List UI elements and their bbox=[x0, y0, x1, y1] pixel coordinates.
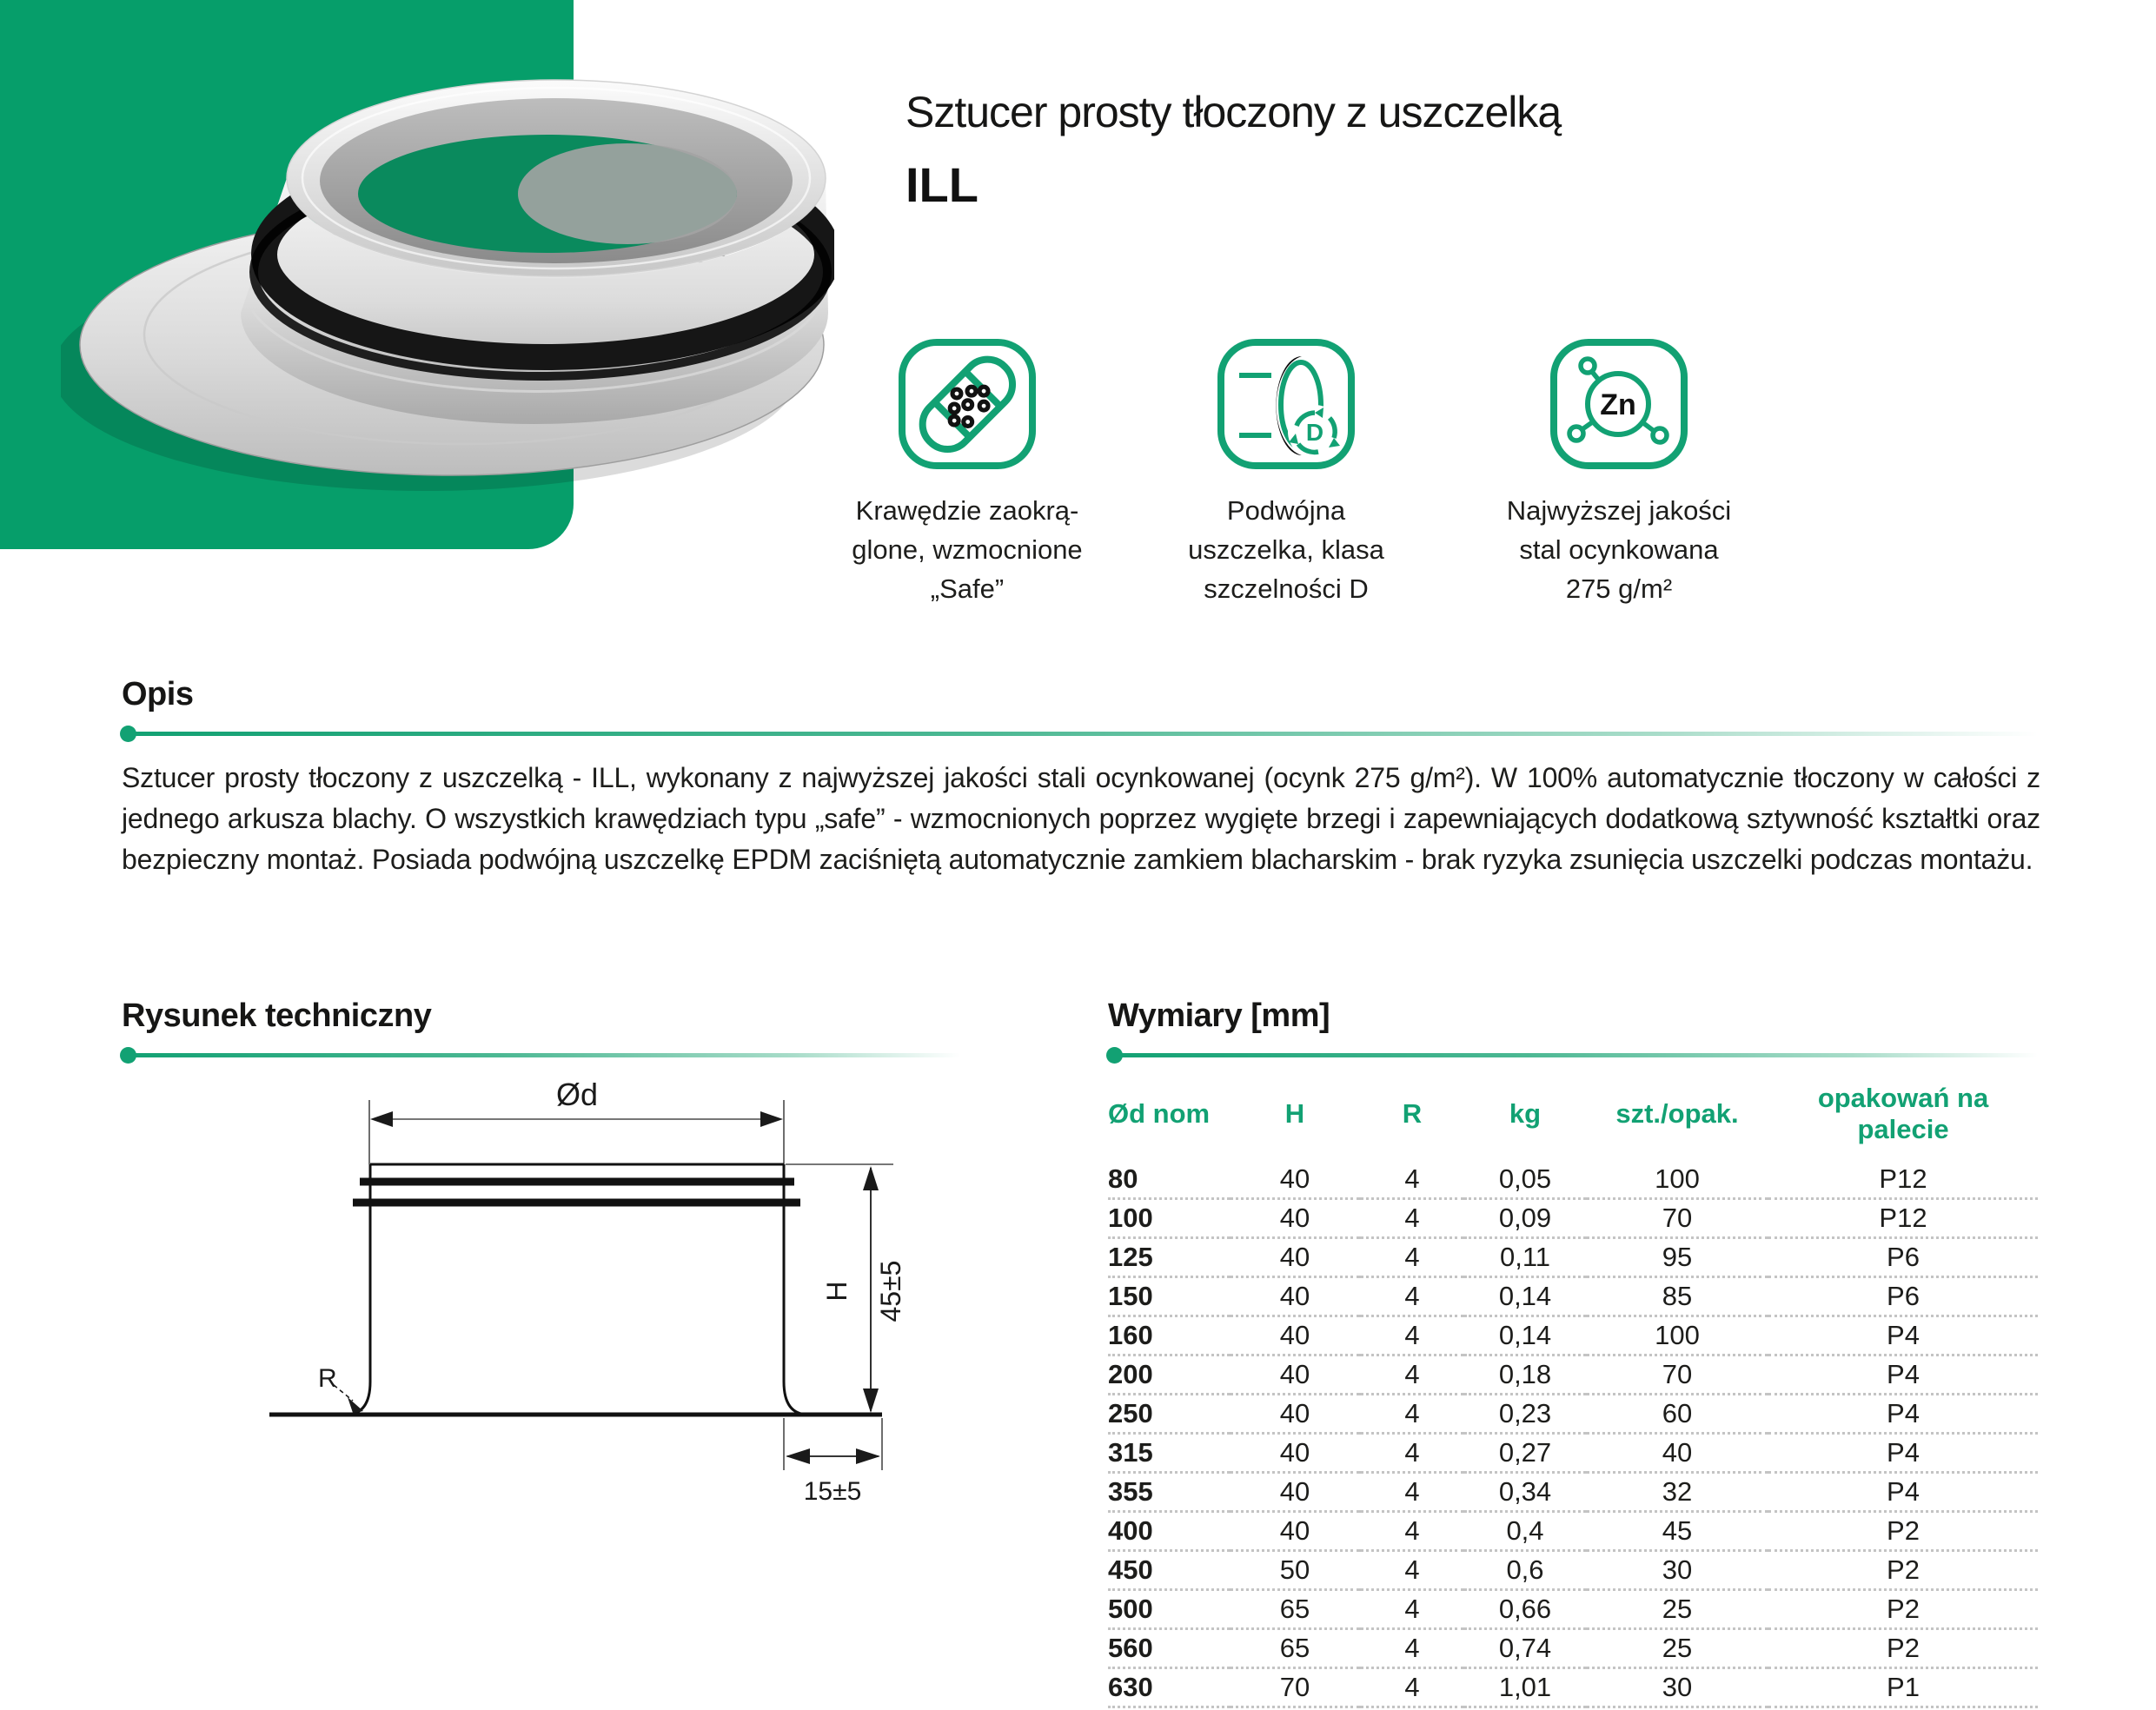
product-photo bbox=[61, 48, 834, 500]
table-cell: 355 bbox=[1108, 1473, 1230, 1512]
caption-line: stal ocynkowana bbox=[1519, 534, 1719, 565]
table-cell: P2 bbox=[1768, 1590, 2038, 1629]
caption-line: 275 g/m² bbox=[1565, 573, 1673, 604]
table-cell: 32 bbox=[1586, 1473, 1768, 1512]
table-cell: P6 bbox=[1768, 1277, 2038, 1316]
table-cell: 40 bbox=[1230, 1512, 1360, 1551]
table-cell: 4 bbox=[1360, 1277, 1464, 1316]
table-cell: P4 bbox=[1768, 1434, 2038, 1473]
table-cell: 4 bbox=[1360, 1316, 1464, 1355]
table-cell: 70 bbox=[1586, 1355, 1768, 1395]
table-cell: 315 bbox=[1108, 1434, 1230, 1473]
table-cell: 250 bbox=[1108, 1395, 1230, 1434]
caption-line: Podwójna bbox=[1226, 495, 1346, 526]
table-cell: 0,4 bbox=[1464, 1512, 1586, 1551]
table-row bbox=[1108, 1590, 2038, 1629]
table-cell: 4 bbox=[1360, 1590, 1464, 1629]
caption-line: glone, wzmocnione bbox=[852, 534, 1083, 565]
table-cell: 0,6 bbox=[1464, 1551, 1586, 1590]
caption-line: Krawędzie zaokrą- bbox=[855, 495, 1079, 526]
dim-label-radius: R bbox=[318, 1364, 337, 1393]
zinc-symbol: Zn bbox=[1600, 388, 1636, 421]
table-cell: 100 bbox=[1108, 1199, 1230, 1238]
table-cell: 1,01 bbox=[1464, 1668, 1586, 1707]
table-cell: 65 bbox=[1230, 1629, 1360, 1668]
table-cell: 4 bbox=[1360, 1355, 1464, 1395]
caption-line: szczelności D bbox=[1204, 573, 1369, 604]
table-cell: P2 bbox=[1768, 1629, 2038, 1668]
table-cell: 0,23 bbox=[1464, 1395, 1586, 1434]
table-cell: 40 bbox=[1230, 1161, 1360, 1199]
feature-item bbox=[1463, 337, 1775, 608]
table-cell: 45 bbox=[1586, 1512, 1768, 1551]
dim-label-height-tolerance: 45±5 bbox=[875, 1260, 906, 1322]
table-cell: 0,66 bbox=[1464, 1590, 1586, 1629]
table-row bbox=[1108, 1199, 2038, 1238]
table-cell: 40 bbox=[1230, 1199, 1360, 1238]
table-cell: 100 bbox=[1586, 1161, 1768, 1199]
section-heading-opis: Opis bbox=[122, 676, 194, 712]
table-cell: 65 bbox=[1230, 1590, 1360, 1629]
product-code: ILL bbox=[906, 157, 978, 212]
table-row bbox=[1108, 1277, 2038, 1316]
table-cell: 4 bbox=[1360, 1668, 1464, 1707]
dimensions-table-body bbox=[1108, 1161, 2038, 1707]
table-cell: P2 bbox=[1768, 1551, 2038, 1590]
table-cell: 4 bbox=[1360, 1161, 1464, 1199]
table-cell: 40 bbox=[1230, 1277, 1360, 1316]
caption-line: Najwyższej jakości bbox=[1506, 495, 1732, 526]
table-row bbox=[1108, 1395, 2038, 1434]
feature-item bbox=[1130, 337, 1443, 608]
table-cell: 4 bbox=[1360, 1395, 1464, 1434]
table-cell: 0,14 bbox=[1464, 1277, 1586, 1316]
table-cell: P12 bbox=[1768, 1199, 2038, 1238]
table-row bbox=[1108, 1512, 2038, 1551]
table-cell: 85 bbox=[1586, 1277, 1768, 1316]
table-cell: 4 bbox=[1360, 1199, 1464, 1238]
caption-line: uszczelka, klasa bbox=[1188, 534, 1384, 565]
dimensions-table bbox=[1108, 1077, 2038, 1708]
dim-label-diameter: Ød bbox=[555, 1077, 599, 1112]
table-cell: 4 bbox=[1360, 1629, 1464, 1668]
section-divider bbox=[1108, 1053, 2038, 1057]
table-cell: 560 bbox=[1108, 1629, 1230, 1668]
table-cell: P2 bbox=[1768, 1512, 2038, 1551]
table-cell: 4 bbox=[1360, 1551, 1464, 1590]
column-header: opakowań na palecie bbox=[1817, 1083, 1989, 1144]
table-row bbox=[1108, 1551, 2038, 1590]
table-cell: 60 bbox=[1586, 1395, 1768, 1434]
table-cell: 70 bbox=[1230, 1668, 1360, 1707]
section-divider bbox=[122, 732, 2038, 736]
table-cell: 150 bbox=[1108, 1277, 1230, 1316]
table-cell: P4 bbox=[1768, 1473, 2038, 1512]
double-gasket-class-d-icon bbox=[1216, 337, 1357, 471]
table-cell: P4 bbox=[1768, 1355, 2038, 1395]
table-cell: P1 bbox=[1768, 1668, 2038, 1707]
table-cell: 500 bbox=[1108, 1590, 1230, 1629]
feature-caption bbox=[811, 491, 1124, 608]
table-cell: 200 bbox=[1108, 1355, 1230, 1395]
table-cell: 0,05 bbox=[1464, 1161, 1586, 1199]
page-title: Sztucer prosty tłoczony z uszczelką bbox=[906, 88, 1562, 136]
table-cell: 400 bbox=[1108, 1512, 1230, 1551]
table-row bbox=[1108, 1629, 2038, 1668]
table-cell: 50 bbox=[1230, 1551, 1360, 1590]
table-cell: 4 bbox=[1360, 1512, 1464, 1551]
description-paragraph: Sztucer prosty tłoczony z uszczelką - ILL, wykonany z najwyższej jakości stali ocynkowanej (ocynk 275 g/m²). W 100% automatycznie tłoczony w całości z jednego arkusza blachy. O wszystkich krawędziach typu „safe” - wzmocnionych poprzez wygięte brzegi i zapewniających dodatkową sztywność kształtki oraz bezpieczny montaż. Posiada podwójną uszczelkę EPDM zaciśniętą automatycznie zamkiem blacharskim - brak ryzyka zsunięcia uszczelki podczas montażu. bbox=[122, 762, 2040, 875]
table-cell: P12 bbox=[1768, 1161, 2038, 1199]
table-row bbox=[1108, 1161, 2038, 1199]
table-cell: 0,74 bbox=[1464, 1629, 1586, 1668]
feature-caption bbox=[1130, 491, 1443, 608]
table-row bbox=[1108, 1355, 2038, 1395]
feature-caption bbox=[1463, 491, 1775, 608]
section-heading-rysunek: Rysunek techniczny bbox=[122, 998, 432, 1034]
table-row bbox=[1108, 1316, 2038, 1355]
table-cell: 100 bbox=[1586, 1316, 1768, 1355]
column-header: kg bbox=[1509, 1098, 1542, 1129]
table-cell: 80 bbox=[1108, 1161, 1230, 1199]
table-row bbox=[1108, 1473, 2038, 1512]
table-cell: 450 bbox=[1108, 1551, 1230, 1590]
table-cell: 40 bbox=[1230, 1434, 1360, 1473]
section-divider bbox=[122, 1053, 960, 1057]
table-cell: 40 bbox=[1230, 1316, 1360, 1355]
table-cell: 70 bbox=[1586, 1199, 1768, 1238]
table-cell: 25 bbox=[1586, 1629, 1768, 1668]
technical-drawing bbox=[243, 1077, 956, 1521]
dim-label-flange-width: 15±5 bbox=[803, 1477, 862, 1506]
table-cell: 95 bbox=[1586, 1238, 1768, 1277]
table-cell: 125 bbox=[1108, 1238, 1230, 1277]
table-cell: 30 bbox=[1586, 1668, 1768, 1707]
zinc-galvanized-icon bbox=[1549, 337, 1689, 471]
table-row bbox=[1108, 1434, 2038, 1473]
table-cell: 40 bbox=[1230, 1238, 1360, 1277]
table-cell: 0,18 bbox=[1464, 1355, 1586, 1395]
table-cell: 0,27 bbox=[1464, 1434, 1586, 1473]
column-header: Ød nom bbox=[1108, 1098, 1211, 1129]
table-cell: P4 bbox=[1768, 1395, 2038, 1434]
dim-label-height: H bbox=[821, 1281, 852, 1302]
table-cell: P6 bbox=[1768, 1238, 2038, 1277]
table-cell: 40 bbox=[1230, 1473, 1360, 1512]
table-cell: 40 bbox=[1230, 1355, 1360, 1395]
bandage-safe-icon bbox=[897, 337, 1038, 471]
table-header-row bbox=[1108, 1077, 2038, 1161]
column-header: szt./opak. bbox=[1615, 1098, 1739, 1129]
table-cell: 4 bbox=[1360, 1238, 1464, 1277]
class-d-letter: D bbox=[1305, 419, 1324, 446]
table-cell: 40 bbox=[1586, 1434, 1768, 1473]
table-cell: 25 bbox=[1586, 1590, 1768, 1629]
section-heading-wymiary: Wymiary [mm] bbox=[1108, 998, 1330, 1034]
table-cell: 160 bbox=[1108, 1316, 1230, 1355]
table-cell: P4 bbox=[1768, 1316, 2038, 1355]
table-cell: 630 bbox=[1108, 1668, 1230, 1707]
table-cell: 4 bbox=[1360, 1473, 1464, 1512]
column-header: H bbox=[1284, 1098, 1305, 1129]
table-row bbox=[1108, 1668, 2038, 1707]
table-cell: 4 bbox=[1360, 1434, 1464, 1473]
table-row bbox=[1108, 1238, 2038, 1277]
table-cell: 0,14 bbox=[1464, 1316, 1586, 1355]
feature-item bbox=[811, 337, 1124, 608]
caption-line: „Safe” bbox=[930, 573, 1005, 604]
table-cell: 30 bbox=[1586, 1551, 1768, 1590]
table-cell: 0,34 bbox=[1464, 1473, 1586, 1512]
table-cell: 0,09 bbox=[1464, 1199, 1586, 1238]
table-cell: 40 bbox=[1230, 1395, 1360, 1434]
column-header: R bbox=[1402, 1098, 1423, 1129]
table-cell: 0,11 bbox=[1464, 1238, 1586, 1277]
